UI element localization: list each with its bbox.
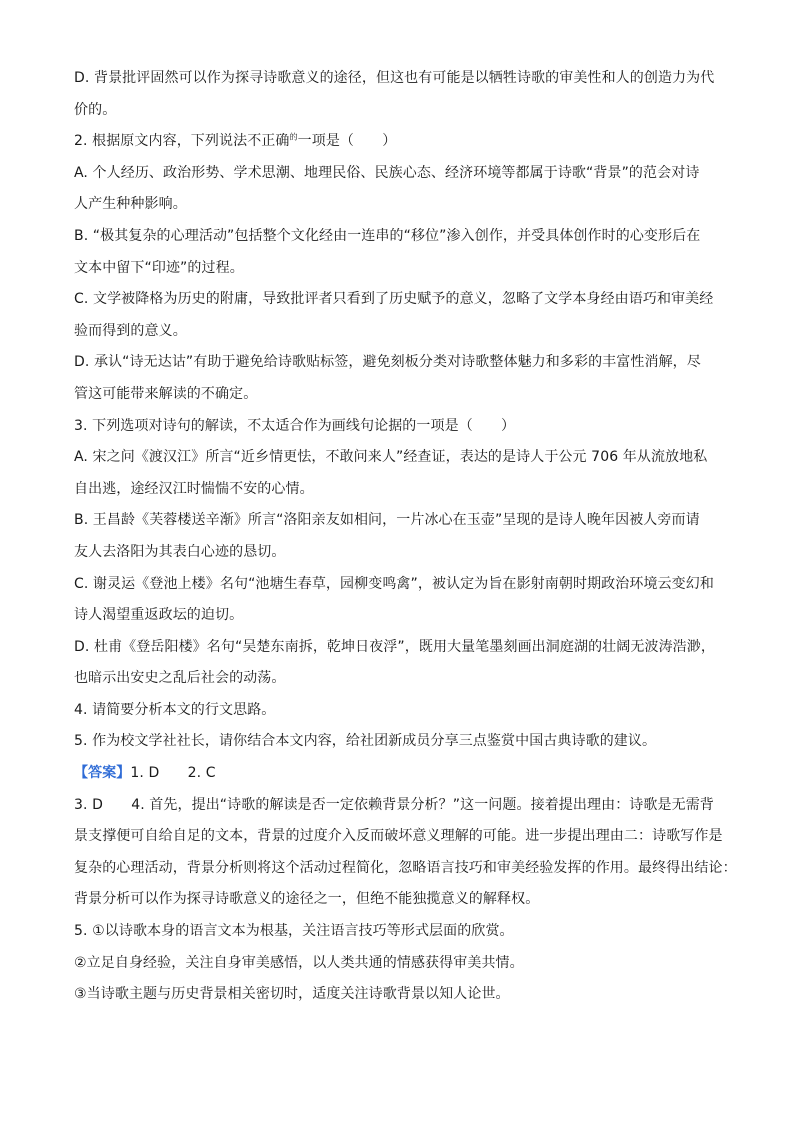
q2-option-d-line-2: 管这可能带来解读的不确定。 [74,385,258,402]
q2-option-b-line-1: B. “极其复杂的心理活动”包括整个文化经由一连串的“移位”渗入创作，并受具体创作时的心变形后在 [74,227,701,244]
option-d-line-1: D. 背景批评固然可以作为探寻诗歌意义的途径，但这也有可能是以牺牲诗歌的审美性和人的创造力为代 [74,70,715,86]
answer-tag: 【答案】 [74,765,131,782]
q3-option-c-line-2: 诗人渴望重返政坛的迫切。 [74,607,244,624]
q2-option-c-line-2: 验而得到的意义。 [74,322,187,339]
q3-option-d-line-1: D. 杜甫《登岳阳楼》名句“吴楚东南拆，乾坤日夜浮”，既用大量笔墨刻画出洞庭湖的壮阔无波涛浩渺， [74,638,715,655]
q3-option-a-line-1: A. 宋之问《渡汉江》所言“近乡情更怯，不敢问来人”经查证，表达的是诗人于公元 706 年从流放地私 [74,449,708,466]
answer-3-4-line-1: 3. D 4. 首先，提出“诗歌的解读是否一定依赖背景分析？”这一问题。接着提出理由：诗歌是无需背 [74,796,714,813]
q2-option-c-line-1: C. 文学被降格为历史的附庸，导致批评者只看到了历史赋予的意义，忽略了文学本身经由语巧和审美经 [74,291,714,308]
answer-5-point-3: ③当诗歌主题与历史背景相关密切时，适度关注诗歌背景以知人论世。 [74,986,510,1003]
q3-option-b-line-1: B. 王昌龄《芙蓉楼送辛渐》所言“洛阳亲友如相问，一片冰心在玉壶”呈现的是诗人晚年因被人旁而请 [74,512,700,529]
document-body [74,63,737,1011]
question-2-mark: 的 [289,132,298,142]
option-d-line-2: 价的。 [74,101,117,118]
question-2-text: 2. 根据原文内容，下列说法不正确 [74,133,290,150]
q3-option-a-line-2: 自出逃，途经汉江时惴惴不安的心情。 [74,480,314,497]
question-4: 4. 请简要分析本文的行文思路。 [74,701,276,718]
answer-5-point-2: ②立足自身经验，关注自身审美感悟，以人类共通的情感获得审美共情。 [74,954,524,971]
question-2 [74,126,720,158]
q2-option-d-line-1: D. 承认“诗无达诂”有助于避免给诗歌贴标签，避免刻板分类对诗歌整体魅力和多彩的丰富性消解，尽 [74,354,701,371]
question-5: 5. 作为校文学社社长，请你结合本文内容，给社团新成员分享三点鉴赏中国古典诗歌的建议。 [74,733,657,750]
q2-option-a-line-1: A. 个人经历、政治形势、学术思潮、地理民俗、民族心态、经济环境等都属于诗歌“背景”的范会对诗 [74,164,700,181]
q2-option-a-line-2: 人产生种种影响。 [74,196,187,213]
answer-4-line-3: 复杂的心理活动，背景分析则将这个活动过程简化，忽略语言技巧和审美经验发挥的作用。最终得出结论： [74,859,737,876]
answer-5-point-1: 5. ①以诗歌本身的语言文本为根基，关注语言技巧等形式层面的欣赏。 [74,923,514,940]
answer-line [74,758,720,790]
answer-4-line-2: 景支撑便可自给自足的文本，背景的过度介入反而破坏意义理解的可能。进一步提出理由二：诗歌写作是 [74,828,723,845]
q3-option-c-line-1: C. 谢灵运《登池上楼》名句“池塘生春草，园柳变鸣禽”，被认定为旨在影射南朝时期政治环境云变幻和 [74,575,714,592]
q2-option-b-line-2: 文本中留下“印迹”的过程。 [74,259,244,276]
question-2-tail: 一项是（ ） [297,133,397,150]
question-3: 3. 下列选项对诗句的解读，不太适合作为画线句论据的一项是（ ） [74,417,516,434]
answer-4-line-4: 背景分析可以作为探寻诗歌意义的途径之一，但绝不能独揽意义的解释权。 [74,891,540,908]
q3-option-d-line-2: 也暗示出安史之乱后社会的动荡。 [74,670,286,687]
answer-text: 1. D 2. C [130,765,216,782]
q3-option-b-line-2: 友人去洛阳为其表白心迹的恳切。 [74,543,286,560]
